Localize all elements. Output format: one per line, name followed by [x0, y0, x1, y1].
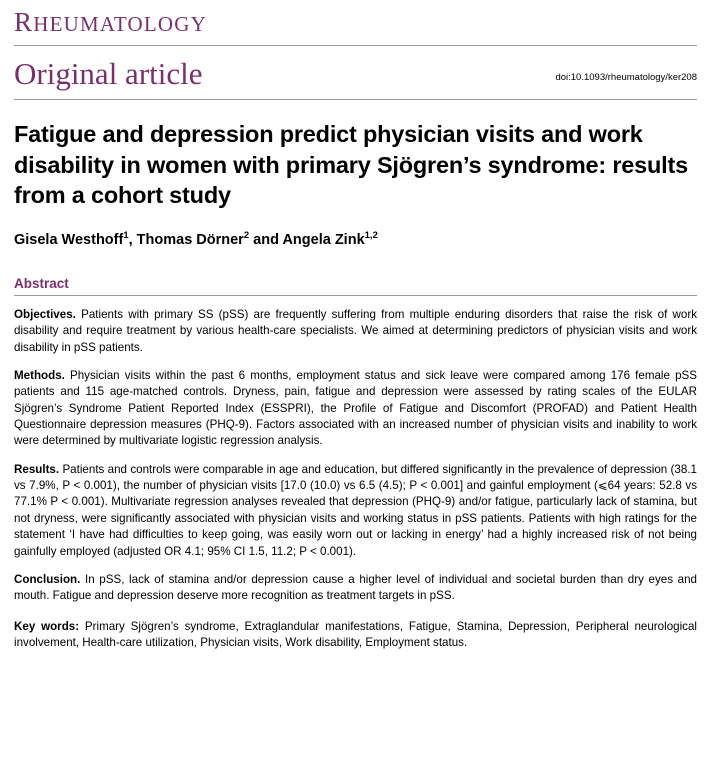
- abstract-text-results: Patients and controls were comparable in age and education, but differed significantly in the prevalence of depression (38.1 vs 7.9%, P < 0.001), the number of physician visits [17.0 (10.0) vs 6.5 (4.5); P < 0.001] and gainful employment (⩽64 years: 52.8 vs 77.1% P < 0.001). Multivariate regression analyses revealed that depression (PHQ-9) and/or fatigue, particularly lack of stamina, but not dryness, were significantly associated with physician visits and working status in pSS patients. Patients with high ratings for the statement ‘I have had difficulties to keep going, was easily worn out or lacking in energy’ had a highly increased risk of not being gainfully employed (adjusted OR 4.1; 95% CI 1.5, 11.2; P < 0.001).: [14, 462, 697, 558]
- author-name-2[interactable]: Thomas Dörner: [136, 231, 244, 248]
- abstract-label-methods: Methods.: [14, 368, 65, 382]
- author-affiliation-marker-3: 1,2: [364, 229, 378, 241]
- keywords-block: [14, 619, 697, 652]
- masthead-divider: [14, 45, 697, 46]
- abstract-section-methods: [14, 368, 697, 450]
- author-name-3[interactable]: Angela Zink: [282, 231, 365, 248]
- page-title: Fatigue and depression predict physician visits and work disability in women with primary Sjögren’s syndrome: results from a cohort study: [14, 121, 689, 209]
- author-name-1[interactable]: Gisela Westhoff: [14, 231, 124, 248]
- author-affiliation-marker-2: 2: [243, 229, 250, 241]
- abstract-heading: Abstract: [14, 275, 69, 291]
- abstract-text-objectives: Patients with primary SS (pSS) are frequently suffering from multiple enduring disorders that raise the risk of work disability and require treatment by various health-care specialists. We aimed at determining predictors of physician visits and work disability in pSS patients.: [14, 307, 697, 354]
- article-type: Original article: [14, 55, 203, 91]
- keywords-text[interactable]: Primary Sjögren’s syndrome, Extraglandular manifestations, Fatigue, Stamina, Depression, Peripheral neurological involvement, Health-care utilization, Physician visits, Work disability, Employment status.: [14, 619, 697, 650]
- abstract-section-conclusion: [14, 572, 697, 605]
- abstract-section-results: [14, 462, 697, 561]
- journal-name-initial: R: [14, 7, 34, 37]
- article-type-divider: [14, 99, 697, 100]
- article-type-row: [14, 55, 697, 91]
- journal-name-rest: HEUMATOLOGY: [33, 12, 208, 36]
- journal-masthead: [14, 0, 697, 38]
- abstract-label-objectives: Objectives.: [14, 307, 76, 321]
- abstract-text-conclusion: In pSS, lack of stamina and/or depression cause a higher level of individual and societal burden than dry eyes and mouth. Fatigue and depression deserve more recognition as treatment targets in pSS.: [14, 572, 697, 603]
- keywords-label: Key words:: [14, 619, 80, 633]
- abstract-divider: [14, 295, 697, 296]
- abstract-label-results: Results.: [14, 462, 60, 476]
- author-affiliation-marker-1: 1: [123, 229, 129, 241]
- abstract-label-conclusion: Conclusion.: [14, 572, 81, 586]
- doi-text[interactable]: doi:10.1093/rheumatology/ker208: [555, 72, 697, 84]
- abstract-section-objectives: [14, 307, 697, 356]
- abstract-text-methods: Physician visits within the past 6 months, employment status and sick leave were compared among 176 female pSS patients and 115 age-matched controls. Dryness, pain, fatigue and depression were assessed by rating scales of the EULAR Sjögren’s Syndrome Patient Reported Index (ESSPRI), the Profile of Fatigue and Discomfort (PROFAD) and Patient Health Questionnaire depression measures (PHQ-9). Factors associated with an increased number of physician visits and inability to work were determined by multivariate logistic regression analysis.: [14, 368, 697, 448]
- author-list: Gisela Westhoff$^1$, Thomas Dörner$^2$ and Angela Zink$^{1,2}$: [14, 229, 378, 248]
